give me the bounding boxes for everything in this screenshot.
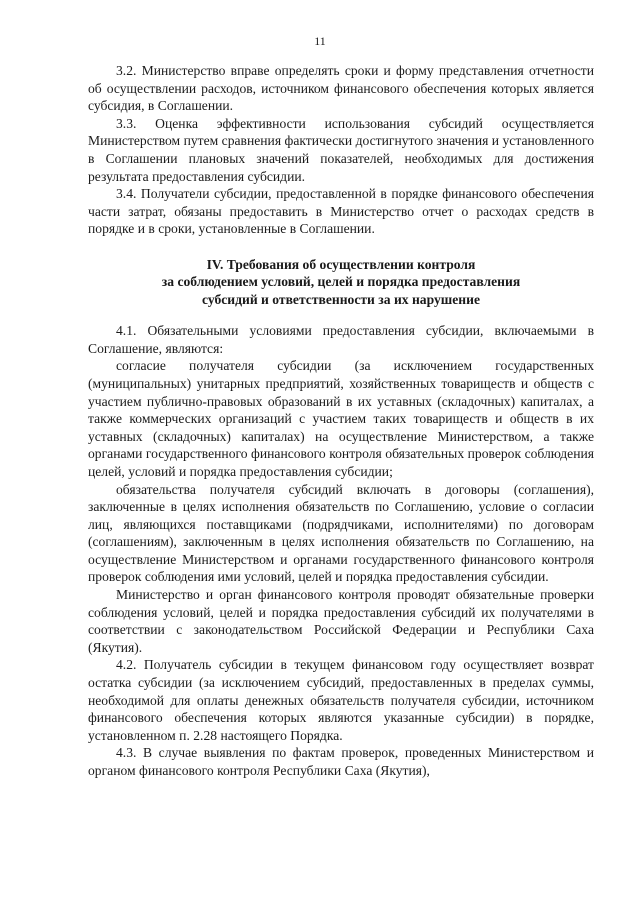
paragraph-3-3: 3.3. Оценка эффективности использования субсидий осуществляется Министерством путем сравнения фактически достигнутого значения и установленного в Соглашении плановых значений показателей, необходимых для достижения результата предоставления субсидии. [88, 115, 594, 184]
paragraph-4-2: 4.2. Получатель субсидии в текущем финансовом году осуществляет возврат остатка субсидии (за исключением субсидий, предоставленных в пределах суммы, необходимой для оплаты денежных обязательств получателя субсидии, источником финансового обеспечения которых являются указанные субсидии) в порядке, установленном п. 2.28 настоящего Порядка. [88, 657, 594, 743]
paragraph-4-1: 4.1. Обязательными условиями предоставления субсидии, включаемыми в Соглашение, являются: [88, 323, 594, 356]
paragraph-3-2: 3.2. Министерство вправе определять сроки и форму представления отчетности об осуществлении расходов, источником финансового обеспечения которых является субсидия, в Соглашении. [88, 63, 594, 114]
paragraph-consent-condition: согласие получателя субсидии (за исключением государственных (муниципальных) унитарных предприятий, хозяйственных товариществ и обществ с участием публично-правовых образований в их уставных (складочных) капиталах, а также коммерческих организаций с участием таких товариществ и обществ в их уставных (складочных) капиталах) на осуществление Министерством, а также органами государственного финансового контроля обязательных проверок соблюдения целей, условий и порядка предоставления субсидии; [88, 358, 594, 479]
page-number: 11 [314, 34, 326, 48]
paragraph-mandatory-checks: Министерство и орган финансового контроля проводят обязательные проверки соблюдения условий, целей и порядка предоставления субсидий их получателями в соответствии с законодательством Российской Федерации и Республики Саха (Якутия). [88, 587, 594, 655]
paragraph-obligation-condition: обязательства получателя субсидий включать в договоры (соглашения), заключенные в целях исполнения обязательств по Соглашению, условие о согласии лиц, являющихся поставщиками (подрядчиками, исполнителями) по договорам (соглашениям), заключенным в целях исполнения обязательств по Соглашению, на осуществление Министерством и органами государственного финансового контроля проверок соблюдения ими условий, целей и порядка предоставления субсидии. [88, 481, 594, 585]
section-heading-line: субсидий и ответственности за их нарушение [201, 291, 480, 307]
paragraph-4-3: 4.3. В случае выявления по фактам проверок, проведенных Министерством и органом финансового контроля Республики Саха (Якутия), [88, 745, 594, 778]
section-heading-line: IV. Требования об осуществлении контроля [206, 256, 476, 272]
section-heading-line: за соблюдением условий, целей и порядка предоставления [161, 274, 521, 290]
section-heading [88, 256, 594, 308]
document-body [88, 62, 594, 780]
paragraph-3-4: 3.4. Получатели субсидии, предоставленной в порядке финансового обеспечения части затрат, обязаны предоставить в Министерство отчет о расходах средств в порядке и в сроки, установленные в Соглашении. [88, 186, 594, 237]
